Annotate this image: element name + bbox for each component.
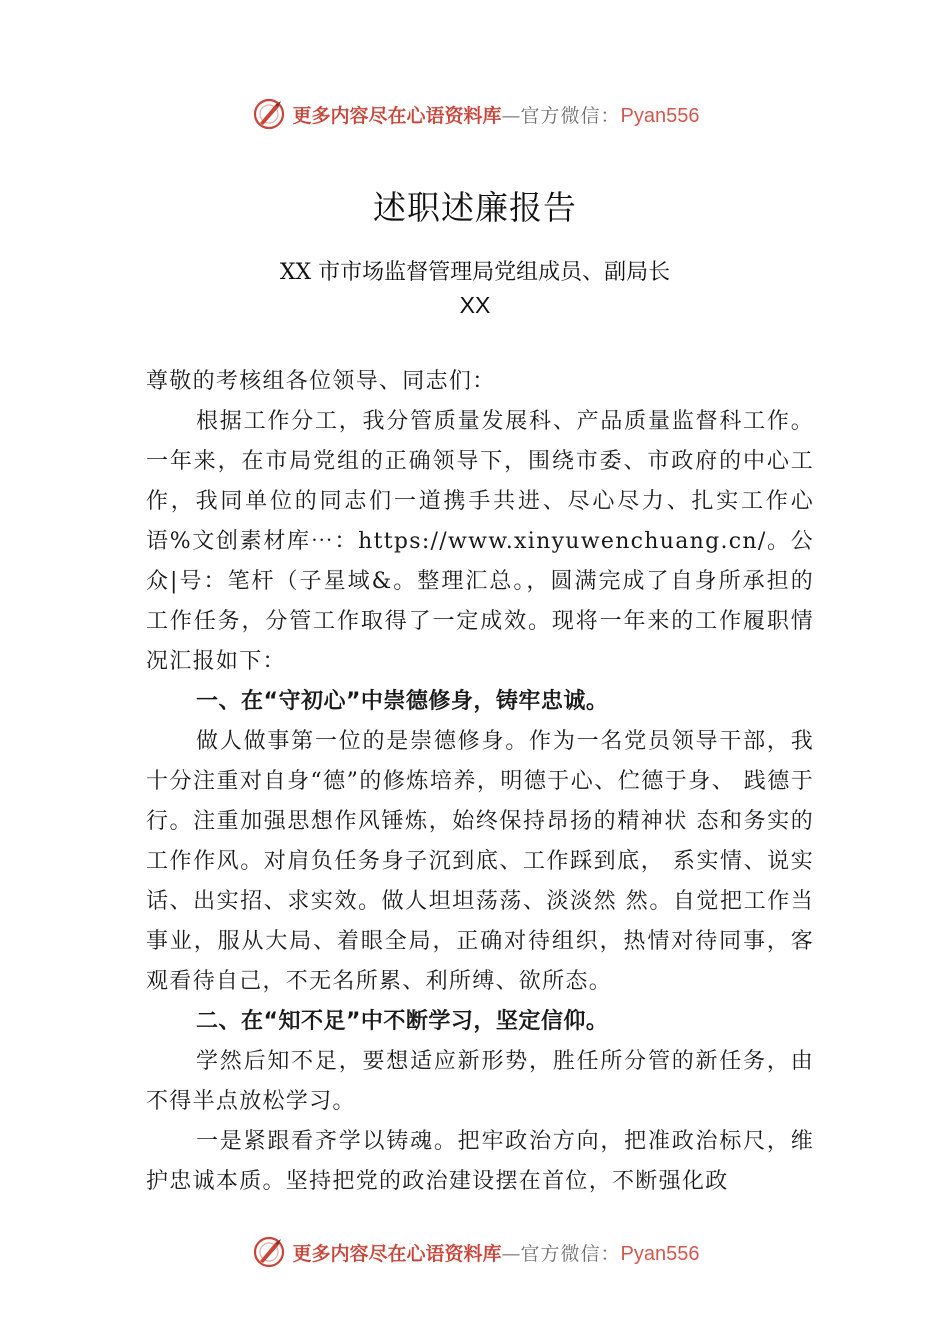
header-watermark-banner (0, 94, 950, 134)
author-line: XX 市市场监督管理局党组成员、副局长 (279, 260, 671, 285)
watermark-brand: 更多内容尽在心语资料库 (292, 104, 502, 127)
watermark-separator: — (501, 1242, 521, 1265)
footer-watermark-banner (0, 1232, 950, 1272)
paragraph-intro: 根据工作分工，我分管质量发展科、产品质量监督科工作。一年来，在市局党组的正确领导下，围绕市委、市政府的中心工作，我同单位的同志们一道携手共进、尽心尽力、扎实工作心语%文创素材库⋯：https://www.xinyuwenchuang.cn/。公众|号：笔杆（子星域&。整理汇总。，圆满完成了自身所承担的工作任务，分管工作取得了一定成效。现将一年来的工作履职情况汇报如下： (146, 409, 814, 674)
section-heading-2: 二、在“知不足”中不断学习，坚定信仰。 (196, 1009, 609, 1034)
watermark-separator: — (501, 104, 521, 127)
watermark-label: 官方微信： (520, 1242, 621, 1265)
paragraph-section-1: 做人做事第一位的是崇德修身。作为一名党员领导干部，我十分注重对自身“德”的修炼培养，明德于心、伫德于身、 践德于行。注重加强思想作风锤炼，始终保持昂扬的精神状 态和务实的工作作风。对肩负任务身子沉到底、工作踩到底， 系实情、说实话、出实招、求实效。做人坦坦荡荡、淡淡然 然。自觉把工作当事业，服从大局、着眼全局，正确对待组织，热情对待同事，客观看待自己，不无名所累、利所缚、欲所态。 (146, 729, 814, 994)
salutation: 尊敬的考核组各位领导、同志们： (146, 369, 496, 394)
watermark-text (293, 1239, 700, 1266)
watermark-wechat-id: Pyan556 (620, 1242, 700, 1265)
paragraph-section-2-point-1: 一是紧跟看齐学以铸魂。把牢政治方向，把准政治标尺，维护忠诚本质。坚持把党的政治建设摆在首位，不断强化政 (146, 1129, 814, 1194)
watermark-brand: 更多内容尽在心语资料库 (292, 1242, 502, 1265)
document-title: 述职述廉报告 (373, 188, 577, 227)
quill-circle-icon (251, 96, 287, 132)
author-name: XX (459, 292, 491, 318)
paragraph-section-2: 学然后知不足，要想适应新形势，胜任所分管的新任务，由不得半点放松学习。 (146, 1049, 814, 1114)
author-block (0, 256, 950, 322)
document-body (146, 362, 814, 1202)
quill-circle-icon (251, 1234, 287, 1270)
watermark-label: 官方微信： (520, 104, 621, 127)
section-heading-1: 一、在“守初心”中崇德修身，铸牢忠诚。 (196, 689, 609, 714)
watermark-wechat-id: Pyan556 (620, 104, 700, 127)
watermark-text (293, 101, 700, 128)
